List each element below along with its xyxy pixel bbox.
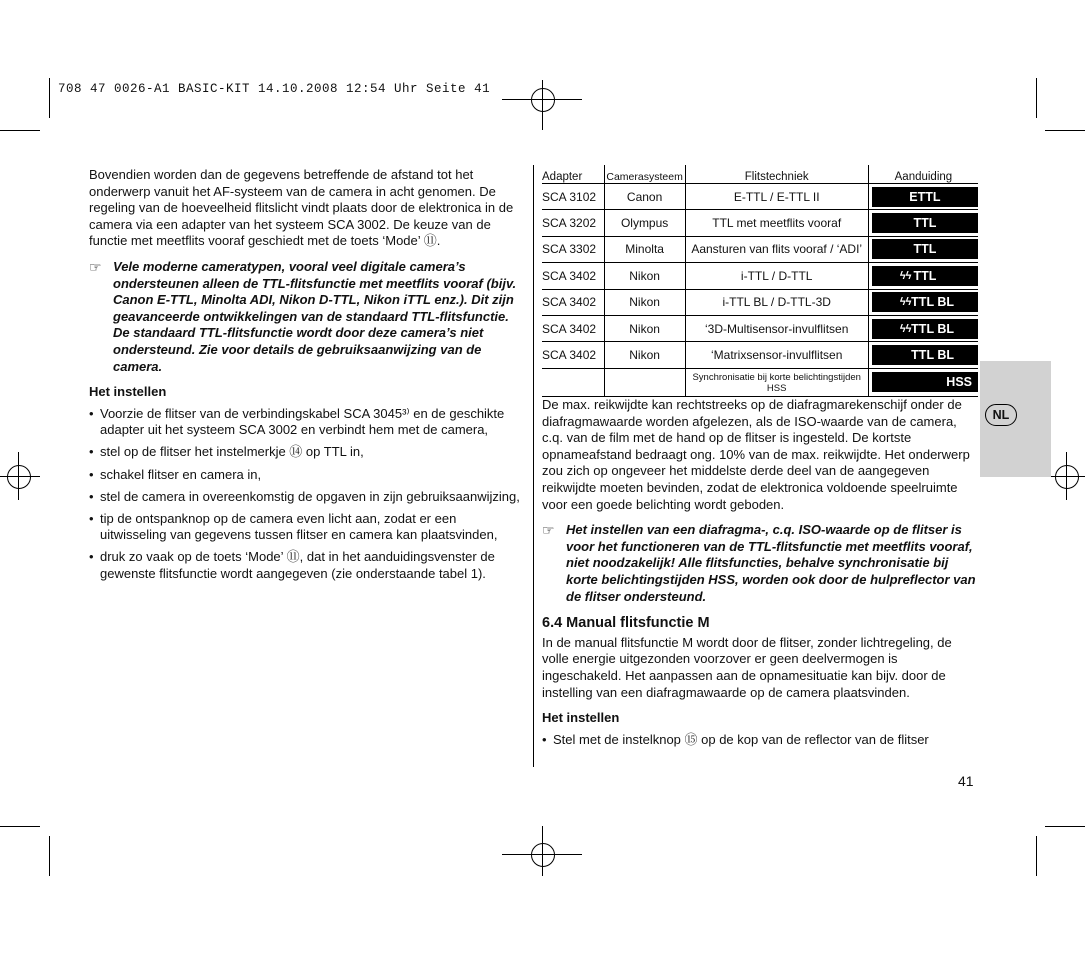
list-item: • druk zo vaak op de toets ‘Mode’ ⑪, dat in het aanduidingsvenster de gewenste flitsfunctie wordt aangegeven (zie onderstaande tabel 1). <box>89 549 495 581</box>
registration-line <box>1045 476 1085 477</box>
list-item: • schakel flitser en camera in, <box>89 466 262 482</box>
instruction-list <box>542 732 978 749</box>
camera-cell: Canon <box>604 184 685 210</box>
registration-line <box>1066 452 1067 500</box>
indicator-badge: ϟϟ TTL BL <box>872 292 978 312</box>
section-paragraph: In de manual flitsfunctie M wordt door de flitser, zonder lichtregeling, de volle energie uitgezonden voorzover er geen deelvermogen is ingeschakeld. Het aanpassen aan de opnamesituatie kan bijv. door de instelling van een diafragmawaarde op de camera plaatsvinden. <box>542 634 952 700</box>
camera-cell <box>604 368 685 396</box>
camera-cell: Nikon <box>604 315 685 341</box>
list-item: • Stel met de instelknop ⑮ op de kop van de reflector van de flitser <box>542 731 929 747</box>
print-header: 708 47 0026-A1 BASIC-KIT 14.10.2008 12:54 Uhr Seite 41 <box>58 82 491 96</box>
table-row <box>542 315 978 341</box>
indicator-badge: ϟϟ TTL <box>872 266 978 286</box>
crop-mark <box>49 836 50 876</box>
registration-line <box>542 826 543 876</box>
table-row <box>542 263 978 289</box>
intro-paragraph: Bovendien worden dan de gegevens betreffende de afstand tot het onderwerp vanuit het AF-systeem van de camera in acht genomen. De regeling van de hoeveelheid flitslicht vindt plaats door de elektronica in de camera via een adapter van het systeem SCA 3002. De keuze van de functie met meetflits vooraf geschiedt met de toets ‘Mode’ ⑪. <box>89 167 514 249</box>
indicator-cell <box>868 210 978 236</box>
adapter-cell: SCA 3202 <box>542 210 604 236</box>
technique-cell: i-TTL BL / D-TTL-3D <box>685 289 868 315</box>
crop-mark <box>1036 78 1037 118</box>
flash-bolt-icon: ϟϟ <box>899 296 912 309</box>
technique-cell: Synchronisatie bij korte belichtingstijden HSS <box>685 368 868 396</box>
indicator-cell <box>868 263 978 289</box>
indicator-cell <box>868 184 978 210</box>
note-text: Het instellen van een diafragma-, c.q. ISO-waarde op de flitser is voor het functioneren van de TTL-flitsfunctie met meetflits vooraf, niet noodzakelijk! Alle flitsfuncties, behalve synchronisatie bij korte belichtingstijden HSS, worden ook door de hulpreflector van de flitser ondersteund. <box>566 522 976 604</box>
camera-cell: Nikon <box>604 263 685 289</box>
crop-mark <box>1045 130 1085 131</box>
column-header: Flitstechniek <box>685 165 868 184</box>
adapter-cell <box>542 368 604 396</box>
language-label: NL <box>985 404 1017 426</box>
registration-mark-icon <box>531 88 555 112</box>
crop-mark <box>1036 836 1037 876</box>
crop-mark <box>0 130 40 131</box>
indicator-cell <box>868 236 978 262</box>
left-column <box>89 167 525 588</box>
range-paragraph: De max. reikwijdte kan rechtstreeks op de diafragmarekenschijf onder de diafragmawaarde worden afgelezen, als de ISO-waarde van de camera, c.q. van de film met de hand op de flitser is ingesteld. De kortste opnameafstand bedraagt ong. 10% van de max. reikwijdte. Het onderwerp zou zich op ongeveer het middelste derde deel van de aangegeven reikwijdte moeten bevinden, zodat de elektronica voldoende speelruimte voor een goede belichting wordt geboden. <box>542 397 970 512</box>
adapter-cell: SCA 3102 <box>542 184 604 210</box>
registration-line <box>0 476 40 477</box>
right-column <box>542 397 978 754</box>
camera-cell: Nikon <box>604 342 685 368</box>
crop-mark <box>49 78 50 118</box>
table-row <box>542 184 978 210</box>
note-block <box>542 522 978 605</box>
column-header: Aanduiding <box>868 165 978 184</box>
subheading: Het instellen <box>89 384 167 400</box>
indicator-badge: TTL BL <box>872 345 978 365</box>
adapter-cell: SCA 3402 <box>542 289 604 315</box>
indicator-badge: ETTL <box>872 187 978 207</box>
camera-cell: Nikon <box>604 289 685 315</box>
adapter-cell: SCA 3302 <box>542 236 604 262</box>
flash-bolt-icon: ϟϟ <box>899 322 912 335</box>
indicator-badge: TTL <box>872 239 978 259</box>
indicator-cell <box>868 315 978 341</box>
technique-cell: TTL met meetflits vooraf <box>685 210 868 236</box>
indicator-badge: ϟϟ TTL BL <box>872 319 978 339</box>
note-text: Vele moderne cameratypen, vooral veel digitale camera’s ondersteunen alleen de TTL-flitsfunctie met meetflits vooraf (bijv. Canon E-TTL, Minolta ADI, Nikon D-TTL, Nikon iTTL enz.). Dit zijn geavanceerde ontwikkelingen van de standaard TTL-flitsfunctie. De standaard TTL-flitsfunctie wordt door deze camera’s niet ondersteund. Zie voor details de gebruiksaanwijzing van de camera. <box>113 258 517 374</box>
registration-mark-icon <box>531 843 555 867</box>
technique-cell: E-TTL / E-TTL II <box>685 184 868 210</box>
crop-mark <box>1045 826 1085 827</box>
adapter-cell: SCA 3402 <box>542 342 604 368</box>
table-row <box>542 289 978 315</box>
note-block <box>89 259 525 375</box>
crop-mark <box>0 826 40 827</box>
indicator-badge: HSS <box>872 372 978 392</box>
list-item: • stel de camera in overeenkomstig de opgaven in zijn gebruiksaanwijzing, <box>89 488 520 504</box>
table-header-row <box>542 165 978 184</box>
table-row <box>542 342 978 368</box>
technique-cell: ‘3D-Multisensor-invulflitsen <box>685 315 868 341</box>
instruction-list <box>89 406 525 583</box>
flash-mode-table <box>542 165 978 397</box>
adapter-cell: SCA 3402 <box>542 263 604 289</box>
list-item: • tip de ontspanknop op de camera even licht aan, zodat er een uitwisseling van gegevens tussen flitser en camera kan plaatsvinden, <box>89 510 498 543</box>
indicator-badge: TTL <box>872 213 978 233</box>
pointing-hand-icon: ☞ <box>542 522 555 539</box>
camera-cell: Minolta <box>604 236 685 262</box>
column-header: Adapter <box>542 165 604 184</box>
column-header: Camerasysteem <box>604 165 685 184</box>
indicator-cell <box>868 289 978 315</box>
table-row <box>542 368 978 396</box>
table-row <box>542 236 978 262</box>
technique-cell: i-TTL / D-TTL <box>685 263 868 289</box>
indicator-cell <box>868 368 978 396</box>
list-item: • Voorzie de flitser van de verbindingskabel SCA 3045³⁾ en de geschikte adapter uit het systeem SCA 3002 en verbindt hem met de camera, <box>89 405 505 438</box>
list-item: • stel op de flitser het instelmerkje ⑭ op TTL in, <box>89 444 364 460</box>
adapter-cell: SCA 3402 <box>542 315 604 341</box>
registration-line <box>18 452 19 500</box>
page-number: 41 <box>958 773 974 789</box>
flash-bolt-icon: ϟϟ <box>899 269 912 282</box>
table-row <box>542 210 978 236</box>
subheading: Het instellen <box>542 710 620 726</box>
registration-mark-icon <box>7 465 31 489</box>
indicator-cell <box>868 342 978 368</box>
registration-mark-icon <box>1055 465 1079 489</box>
column-divider <box>533 165 534 767</box>
camera-cell: Olympus <box>604 210 685 236</box>
registration-line <box>542 80 543 130</box>
technique-cell: ‘Matrixsensor-invulflitsen <box>685 342 868 368</box>
technique-cell: Aansturen van flits vooraf / ‘ADI’ <box>685 236 868 262</box>
section-title: 6.4 Manual flitsfunctie M <box>542 615 710 632</box>
pointing-hand-icon: ☞ <box>89 258 102 275</box>
